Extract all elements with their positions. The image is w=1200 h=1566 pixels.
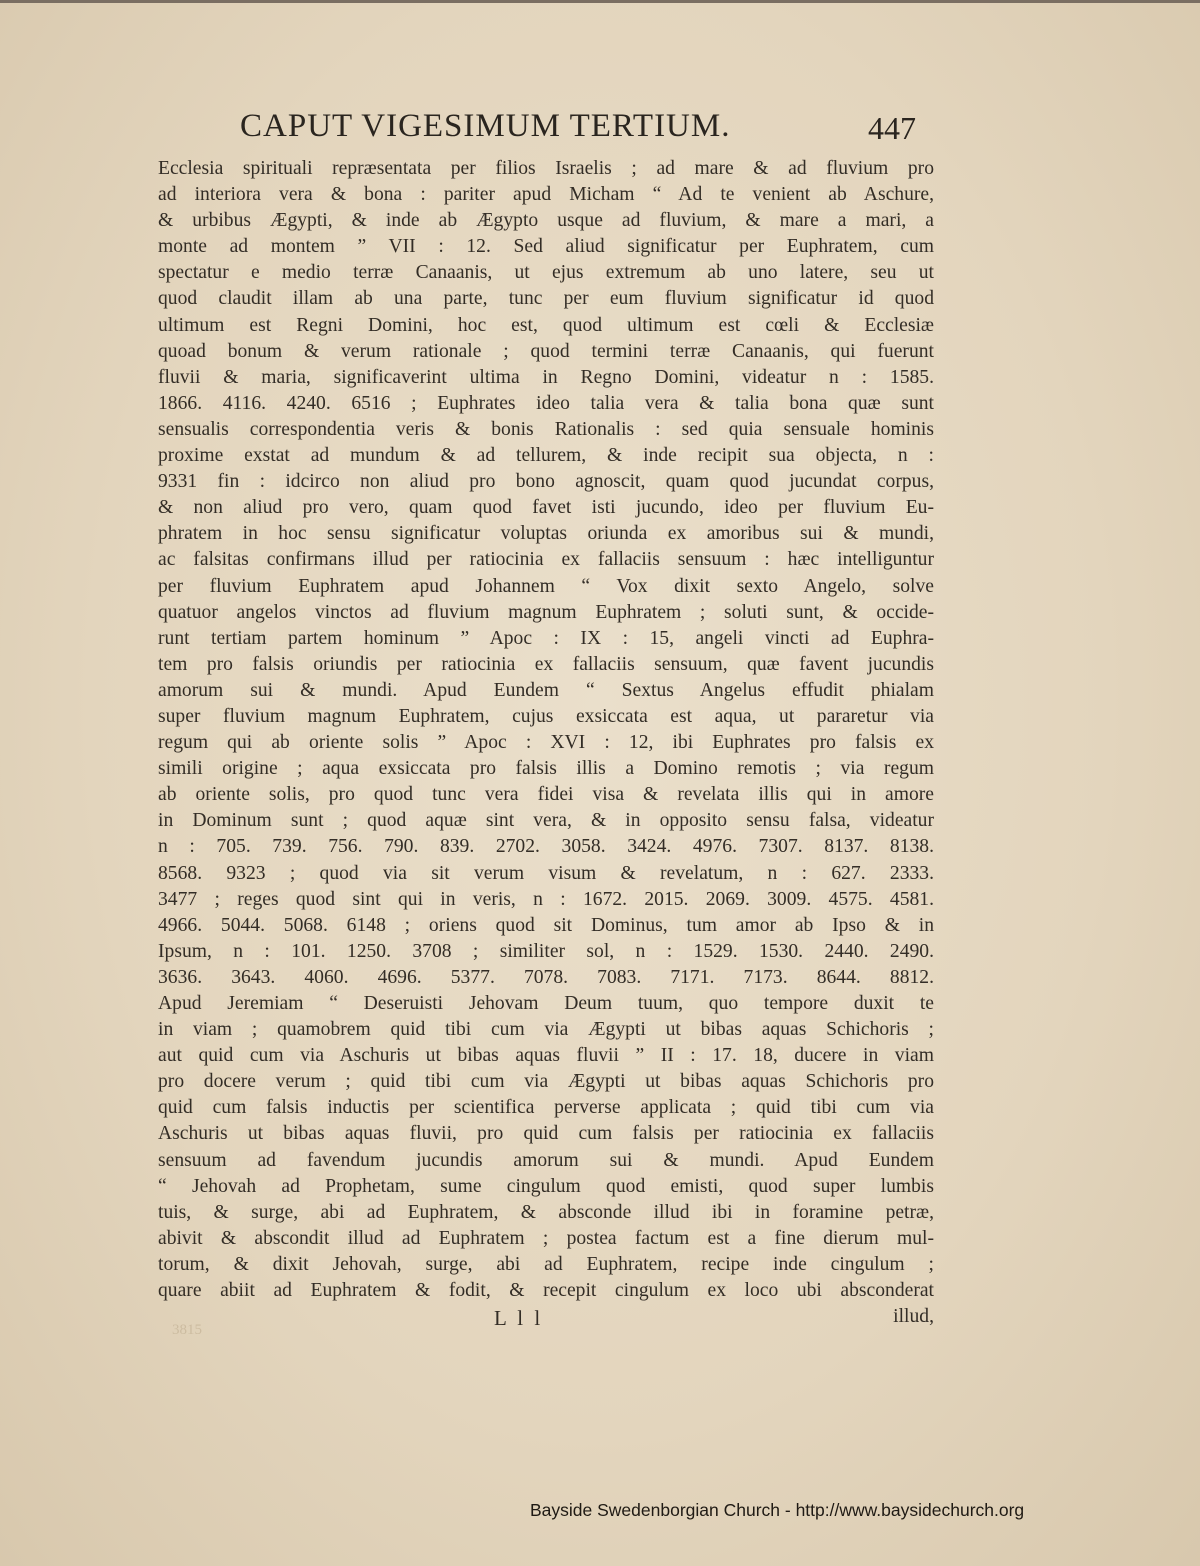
text-line: Apud Jeremiam “ Deseruisti Jehovam Deum tuum, quo tempore duxit te — [158, 993, 934, 1014]
text-line: Ecclesia spirituali repræsentata per filios Israelis ; ad mare & ad fluvium pro — [158, 158, 934, 179]
text-line: & non aliud pro vero, quam quod favet isti jucundo, ideo per fluvium Eu- — [158, 497, 934, 519]
text-line: quid cum falsis inductis per scientifica perverse applicata ; quid tibi cum via — [158, 1097, 934, 1119]
text-line: abivit & abscondit illud ad Euphratem ; postea factum est a fine dierum mul- — [158, 1227, 934, 1249]
text-line: aut quid cum via Aschuris ut bibas aquas fluvii ” II : 17. 18, ducere in viam — [158, 1045, 934, 1067]
text-line: sensualis correspondentia veris & bonis Rationalis : sed quia sensuale hominis — [158, 418, 934, 440]
text-line: amorum sui & mundi. Apud Eundem “ Sextus Angelus effudit phialam — [158, 679, 934, 701]
text-line: “ Jehovah ad Prophetam, sume cingulum quod emisti, quod super lumbis — [158, 1175, 934, 1197]
text-line: 8568. 9323 ; quod via sit verum visum & revelatum, n : 627. 2333. — [158, 862, 934, 884]
body-text — [158, 156, 934, 1304]
signature-mark: L l l — [494, 1306, 544, 1330]
running-head — [240, 108, 940, 154]
text-line: regum qui ab oriente solis ” Apoc : XVI : 12, ibi Euphrates pro falsis ex — [158, 732, 934, 754]
text-line: pro docere verum ; quid tibi cum via Ægypti ut bibas aquas Schichoris pro — [158, 1071, 934, 1093]
text-line: in Dominum sunt ; quod aquæ sint vera, & in opposito sensu falsa, videatur — [158, 810, 934, 832]
text-line: 3636. 3643. 4060. 4696. 5377. 7078. 7083. 7171. 7173. 8644. 8812. — [158, 966, 934, 988]
text-line: ac falsitas confirmans illud per ratiocinia ex fallaciis sensuum : hæc intelliguntur — [158, 549, 934, 571]
text-line: 4966. 5044. 5068. 6148 ; oriens quod sit Dominus, tum amor ab Ipso & in — [158, 914, 934, 936]
text-line: runt tertiam partem hominum ” Apoc : IX : 15, angeli vincti ad Euphra- — [158, 627, 934, 649]
catchword: illud, — [893, 1306, 934, 1327]
text-line: quod claudit illam ab una parte, tunc per eum fluvium significatur id quod — [158, 288, 934, 310]
text-line: ad interiora vera & bona : pariter apud Micham “ Ad te venient ab Aschure, — [158, 184, 934, 206]
text-line: ultimum est Regni Domini, hoc est, quod ultimum est cœli & Ecclesiæ — [158, 314, 934, 336]
text-line: monte ad montem ” VII : 12. Sed aliud significatur per Euphratem, cum — [158, 236, 934, 258]
text-line: quoad bonum & verum rationale ; quod termini terræ Canaanis, qui fuerunt — [158, 340, 934, 362]
text-line: 1866. 4116. 4240. 6516 ; Euphrates ideo talia vera & talia bona quæ sunt — [158, 392, 934, 414]
text-line: in viam ; quamobrem quid tibi cum via Ægypti ut bibas aquas Schichoris ; — [158, 1019, 934, 1041]
text-line: sensuum ad favendum jucundis amorum sui & mundi. Apud Eundem — [158, 1149, 934, 1171]
watermark-caption: Bayside Swedenborgian Church - http://www.baysidechurch.org — [530, 1500, 1025, 1520]
text-line: quare abiit ad Euphratem & fodit, & recepit cingulum ex loco ubi absconderat — [158, 1280, 934, 1302]
text-line: tem pro falsis oriundis per ratiocinia ex fallaciis sensuum, quæ favent jucundis — [158, 653, 934, 675]
text-line: n : 705. 739. 756. 790. 839. 2702. 3058. 3424. 4976. 7307. 8137. 8138. — [158, 836, 934, 858]
text-line: per fluvium Euphratem apud Johannem “ Vox dixit sexto Angelo, solve — [158, 575, 934, 597]
text-line: ab oriente solis, pro quod tunc vera fidei visa & revelata illis qui in amore — [158, 784, 934, 806]
text-line: tuis, & surge, abi ad Euphratem, & absconde illud ibi in foramine petræ, — [158, 1201, 934, 1223]
text-line: & urbibus Ægypti, & inde ab Ægypto usque ad fluvium, & mare a mari, a — [158, 210, 934, 232]
faded-stamp: 3815 — [172, 1322, 202, 1338]
text-line: super fluvium magnum Euphratem, cujus exsiccata est aqua, ut pararetur via — [158, 705, 934, 727]
chapter-title: CAPUT VIGESIMUM TERTIUM. — [240, 108, 731, 144]
page-number: 447 — [868, 110, 916, 146]
text-line: simili origine ; aqua exsiccata pro falsis illis a Domino remotis ; via regum — [158, 758, 934, 780]
text-line: Aschuris ut bibas aquas fluvii, pro quid cum falsis per ratiocinia ex fallaciis — [158, 1123, 934, 1145]
text-line: 3477 ; reges quod sint qui in veris, n : 1672. 2015. 2069. 3009. 4575. 4581. — [158, 888, 934, 910]
text-line: fluvii & maria, significaverint ultima in Regno Domini, videatur n : 1585. — [158, 366, 934, 388]
text-line: quatuor angelos vinctos ad fluvium magnum Euphratem ; soluti sunt, & occide- — [158, 601, 934, 623]
text-line: proxime exstat ad mundum & ad tellurem, & inde recipit sua objecta, n : — [158, 445, 934, 467]
text-line: phratem in hoc sensu significatur voluptas oriunda ex amoribus sui & mundi, — [158, 523, 934, 545]
text-line: spectatur e medio terræ Canaanis, ut ejus extremum ab uno latere, seu ut — [158, 262, 934, 284]
page-top-edge — [0, 0, 1200, 3]
text-line: torum, & dixit Jehovah, surge, abi ad Euphratem, recipe inde cingulum ; — [158, 1253, 934, 1275]
text-line: Ipsum, n : 101. 1250. 3708 ; similiter sol, n : 1529. 1530. 2440. 2490. — [158, 940, 934, 962]
text-line: 9331 fin : idcirco non aliud pro bono agnoscit, quam quod jucundat corpus, — [158, 471, 934, 493]
page-footer — [158, 1306, 934, 1336]
